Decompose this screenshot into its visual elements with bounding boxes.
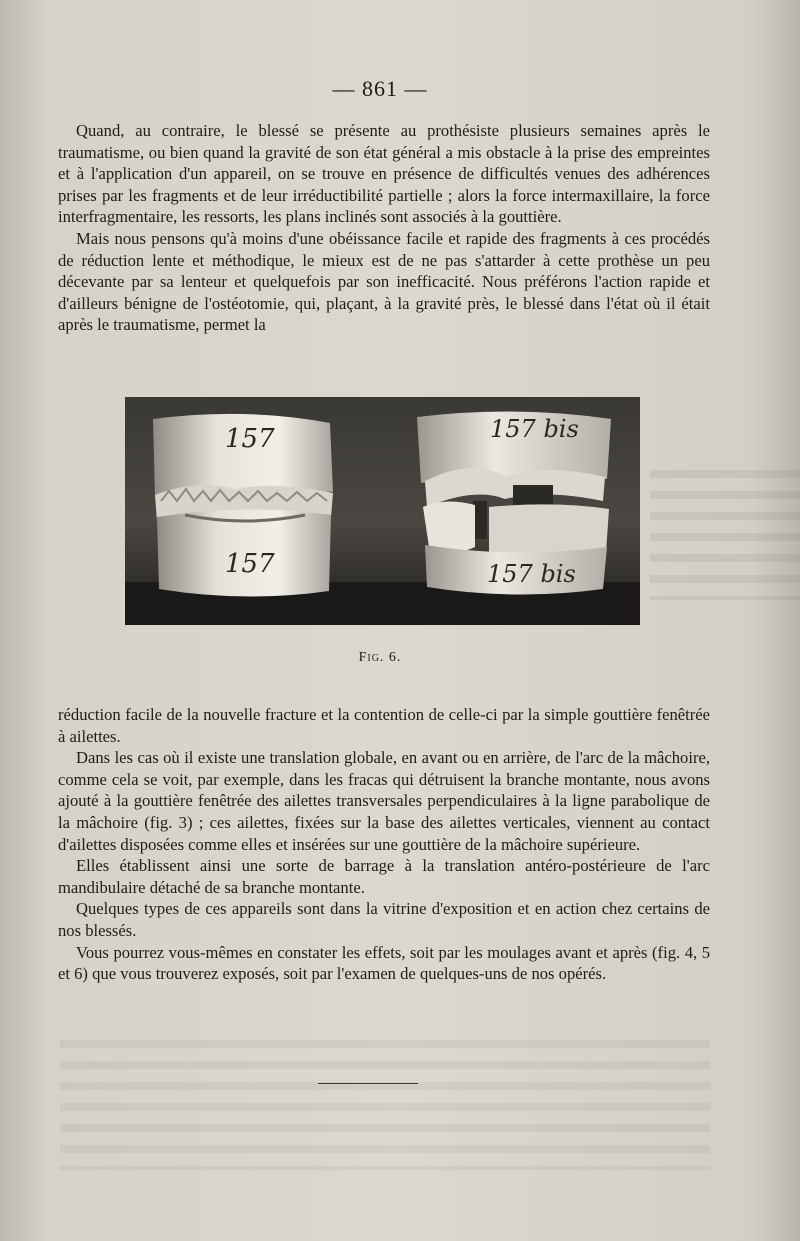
cast-label: 157 bis	[487, 560, 576, 588]
page-number: — 861 —	[332, 76, 428, 101]
figure-photograph	[125, 397, 640, 625]
cast-label: 157 bis	[490, 415, 579, 443]
paragraph: Quand, au contraire, le blessé se présente au prothésiste plusieurs semaines après le traumatisme, ou bien quand la gravité de son état général a mis obstacle à la prise des empreintes et à l'application d'un appareil, on se trouve en présence de difficultés venues des adhérences prises par les fragments et de leur irréductibilité partielle ; alors la force intermaxillaire, la force interfragmentaire, les ressorts, les plans inclinés sont associés à la gouttière.	[58, 121, 710, 227]
paragraph: Vous pourrez vous-mêmes en constater les effets, soit par les moulages avant et après (fig. 4, 5 et 6) que vous trouverez exposés, soit par l'examen de quelques-uns de nos opérés.	[58, 942, 710, 984]
cast-label: 157	[225, 424, 275, 454]
paragraph: Quelques types de ces appareils sont dans la vitrine d'exposition et en action chez certains de nos blessés.	[58, 899, 710, 940]
paragraph: Dans les cas où il existe une translation globale, en avant ou en arrière, de l'arc de la mâchoire, comme cela se voit, par exemple, dans les fracas qui détruisent la branche montante, nous avons ajouté à la gouttière fenêtrée des ailettes transversales perpendiculaires à la ligne parabolique de la mâchoire (fig. 3) ; ces ailettes, fixées sur la base des ailettes verticales, viennent au contact d'ailettes disposées comme elles et insérées sur une gouttière de la mâchoire supérieure.	[58, 748, 710, 854]
dental-casts-photo	[125, 397, 640, 625]
text-block-bottom	[58, 704, 710, 985]
cast-label: 157	[225, 549, 275, 579]
paragraph: Elles établissent ainsi une sorte de barrage à la translation antéro-postérieure de l'arc mandibulaire détaché de sa branche montante.	[58, 856, 710, 897]
show-through-texture	[650, 470, 800, 600]
section-divider	[318, 1083, 418, 1084]
paragraph: réduction facile de la nouvelle fracture et la contention de celle-ci par la simple gouttière fenêtrée à ailettes.	[58, 705, 710, 746]
paragraph: Mais nous pensons qu'à moins d'une obéissance facile et rapide des fragments à ces procédés de réduction lente et méthodique, le mieux est de ne pas s'attarder à cette prothèse un peu décevante par sa lenteur et quelquefois par son inefficacité. Nous préférons l'action rapide et d'ailleurs bénigne de l'ostéotomie, qui, plaçant, à la gravité près, le blessé dans l'état où il était après le traumatisme, permet la	[58, 228, 710, 335]
figure-caption: Fig. 6.	[358, 650, 402, 665]
text-block-top	[58, 120, 710, 336]
show-through-texture-bottom	[60, 1040, 710, 1170]
